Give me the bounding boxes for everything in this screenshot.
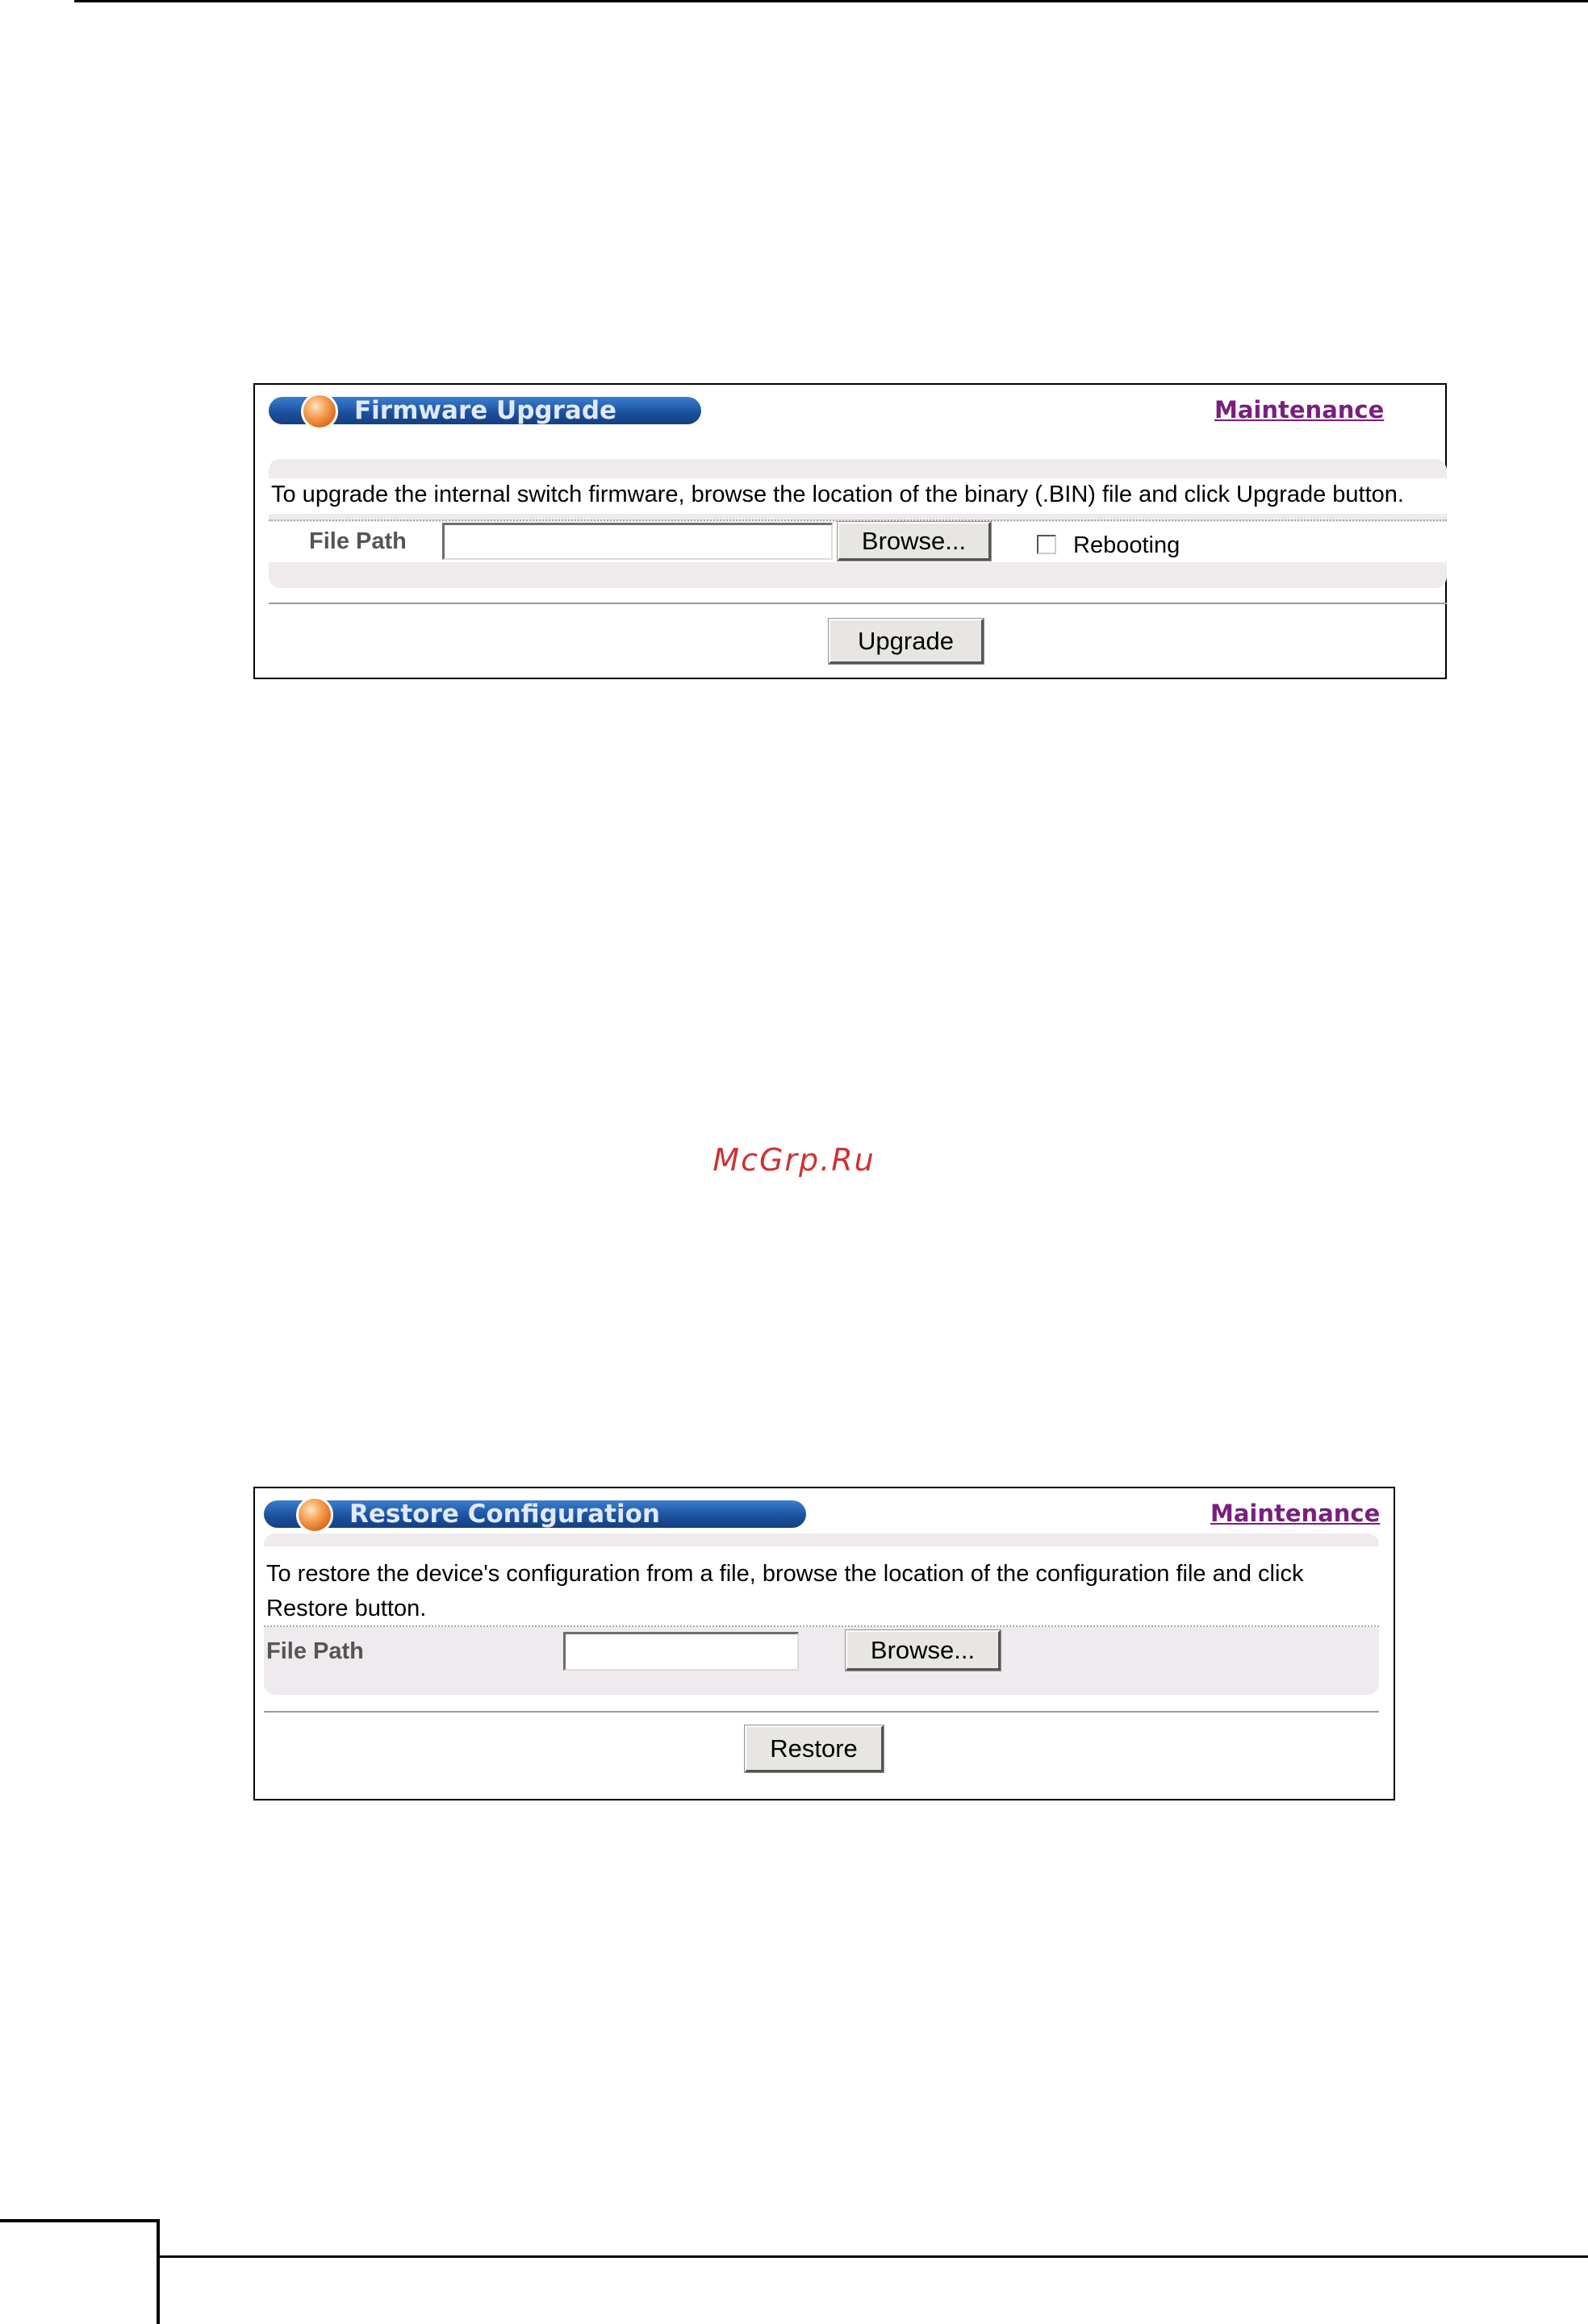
restore-instructions-line2: Restore button.: [266, 1596, 427, 1621]
file-path-input[interactable]: [442, 523, 833, 560]
maintenance-link[interactable]: Maintenance: [1210, 1500, 1381, 1527]
file-path-label: File Path: [266, 1638, 364, 1664]
upgrade-instructions: To upgrade the internal switch firmware, browse the location of the binary (.BIN) file and click Upgrade button.: [271, 482, 1404, 507]
page-number-box: [0, 2219, 160, 2324]
rebooting-label: Rebooting: [1073, 532, 1181, 558]
maintenance-link[interactable]: Maintenance: [1214, 396, 1385, 423]
orange-sphere-icon: [296, 1496, 333, 1533]
row-divider: [269, 519, 1447, 521]
upgrade-button[interactable]: Upgrade: [829, 619, 984, 664]
panel-title: Firmware Upgrade: [354, 396, 617, 425]
file-path-input[interactable]: [563, 1632, 799, 1671]
restore-configuration-header: [264, 1500, 806, 1529]
button-separator: [269, 603, 1447, 604]
orange-sphere-icon: [301, 393, 338, 430]
firmware-upgrade-panel: [253, 383, 1447, 679]
footer-rule: [160, 2255, 1588, 2258]
button-separator: [264, 1711, 1379, 1713]
browse-button[interactable]: Browse...: [838, 522, 991, 561]
watermark-text: McGrp.Ru: [713, 1142, 875, 1178]
top-page-rule: [74, 0, 1588, 2]
rebooting-checkbox[interactable]: [1037, 535, 1056, 554]
row-divider: [264, 1625, 1379, 1627]
file-path-label: File Path: [309, 528, 407, 554]
restore-configuration-panel: [253, 1487, 1395, 1800]
browse-button[interactable]: Browse...: [846, 1630, 1001, 1671]
restore-button[interactable]: Restore: [745, 1725, 884, 1772]
firmware-upgrade-header: [269, 397, 701, 426]
restore-instructions-line1: To restore the device's configuration from a file, browse the location of the configuration file and click: [266, 1561, 1304, 1587]
panel-title: Restore Configuration: [349, 1500, 660, 1529]
